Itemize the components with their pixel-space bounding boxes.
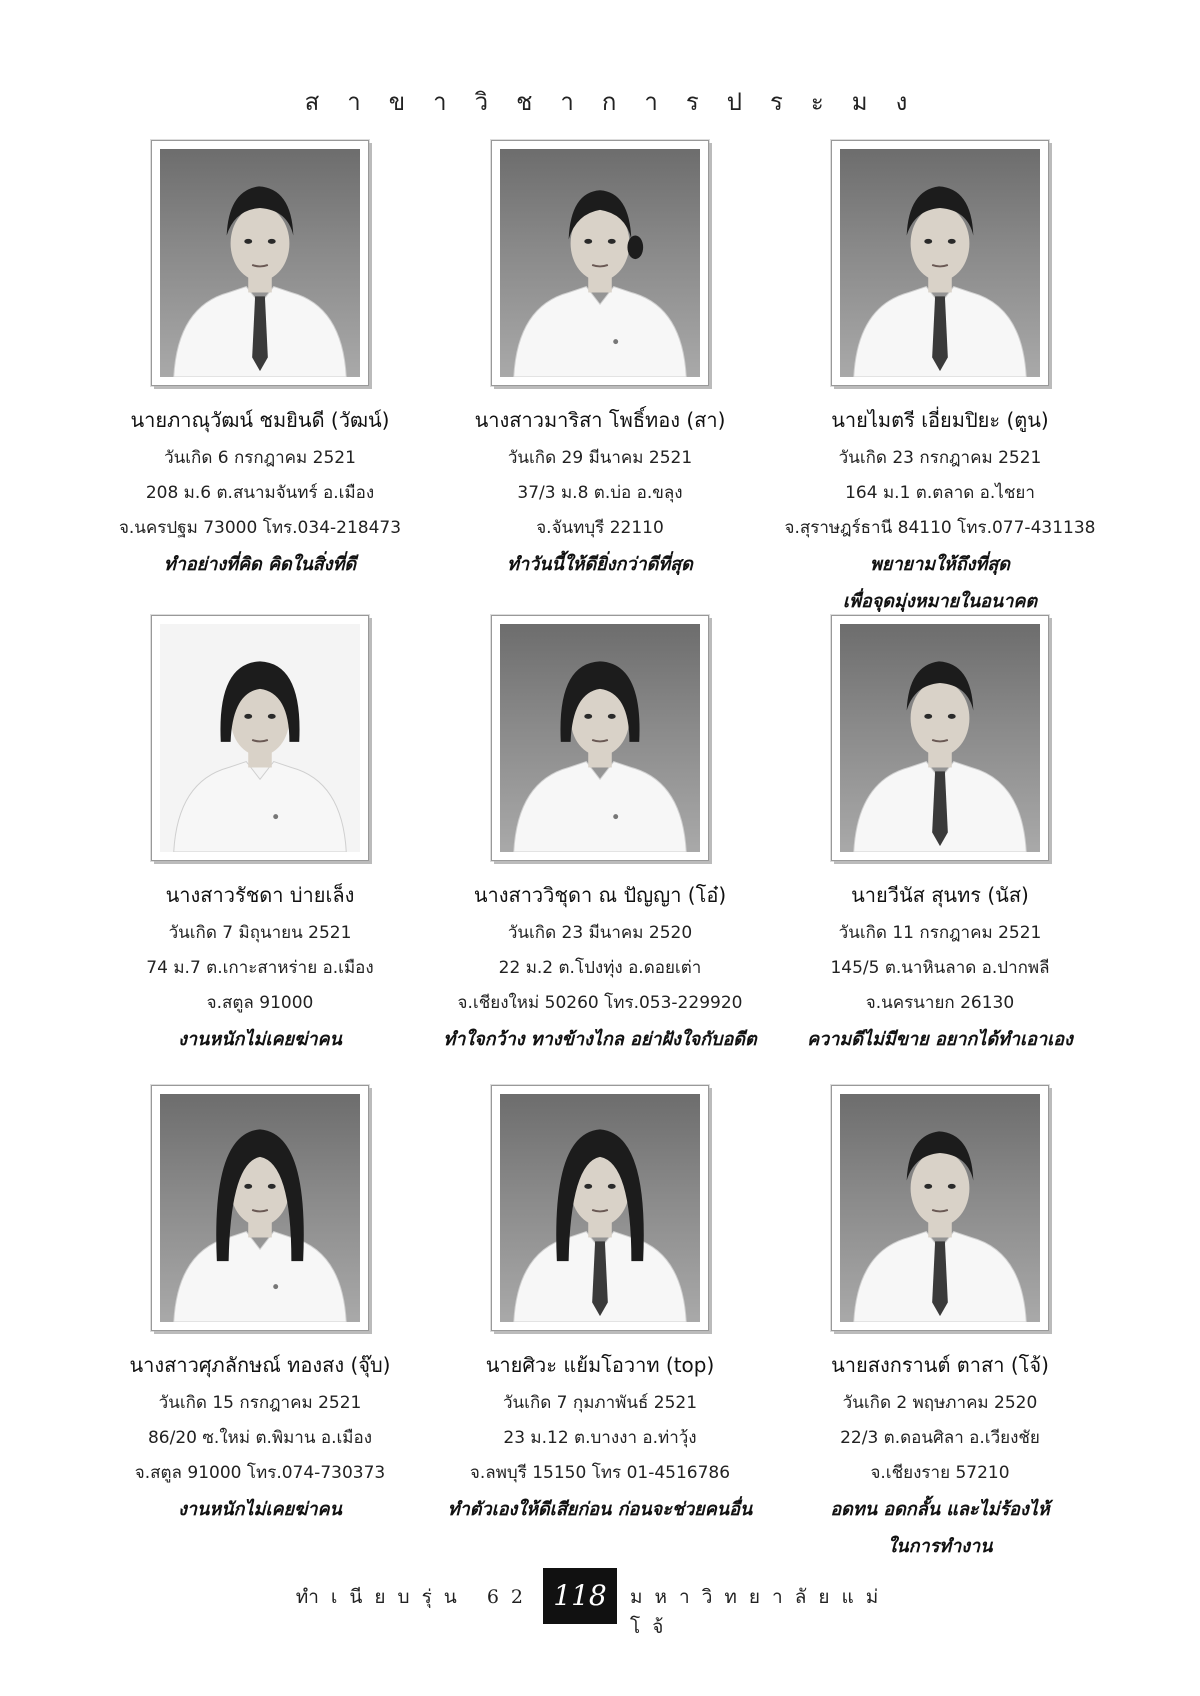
portrait-photo <box>491 615 709 861</box>
grid-row <box>90 615 1110 1095</box>
motto-line-1: ทำวันนี้ให้ดียิ่งกว่าดีที่สุด <box>507 554 693 575</box>
student-name: นายวีนัส สุนทร (นัส) <box>851 883 1029 907</box>
footer-yearbook-label: ทำเนียบรุ่น 62 <box>295 1586 535 1608</box>
student-card <box>90 615 430 1053</box>
student-name: นางสาวศุภลักษณ์ ทองสง (จุ๊บ) <box>129 1353 391 1377</box>
motto-line-1: งานหนักไม่เคยฆ่าคน <box>178 1029 342 1050</box>
birth-date: วันเกิด 2 พฤษภาคม 2520 <box>842 1393 1038 1413</box>
student-name: นางสาวรัชดา บ่ายเล็ง <box>165 883 355 907</box>
portrait-image <box>500 149 700 377</box>
address-line-2: จ.สตูล 91000 <box>206 993 314 1013</box>
portrait-image <box>840 624 1040 852</box>
student-card <box>770 1085 1110 1560</box>
section-title: สาขาวิชาการประมง <box>304 88 936 116</box>
birth-date: วันเกิด 6 กรกฎาคม 2521 <box>164 448 356 468</box>
portrait-photo <box>491 140 709 386</box>
grid-row <box>90 1085 1110 1565</box>
student-name: นางสาววิชุดา ณ ปัญญา (โอ๋) <box>473 883 727 907</box>
portrait-image <box>500 1094 700 1322</box>
motto-line-1: ทำใจกว้าง ทางข้างไกล อย่าฝังใจกับอดีต <box>443 1029 757 1050</box>
student-card <box>430 615 770 1053</box>
student-card <box>90 1085 430 1523</box>
portrait-image <box>160 1094 360 1322</box>
birth-date: วันเกิด 29 มีนาคม 2521 <box>507 448 693 468</box>
address-line-2: จ.ลพบุรี 15150 โทร 01-4516786 <box>469 1463 731 1483</box>
address-line-2: จ.เชียงใหม่ 50260 โทร.053-229920 <box>457 993 743 1013</box>
address-line-1: 86/20 ซ.ใหม่ ต.พิมาน อ.เมือง <box>147 1428 373 1448</box>
address-line-2: จ.สุราษฎร์ธานี 84110 โทร.077-431138 <box>784 518 1096 538</box>
student-name: นายศิวะ แย้มโอวาท (top) <box>485 1353 715 1377</box>
birth-date: วันเกิด 7 กุมภาพันธ์ 2521 <box>502 1393 698 1413</box>
student-card <box>430 1085 770 1523</box>
student-name: นายภาณุวัฒน์ ชมยินดี (วัฒน์) <box>130 408 390 432</box>
motto-line-1: ทำอย่างที่คิด คิดในสิ่งที่ดี <box>163 554 357 575</box>
motto-line-1: ทำตัวเองให้ดีเสียก่อน ก่อนจะช่วยคนอื่น <box>447 1499 753 1520</box>
student-card <box>770 615 1110 1053</box>
birth-date: วันเกิด 11 กรกฎาคม 2521 <box>838 923 1042 943</box>
grid-row <box>90 140 1110 620</box>
student-name: นายสงกรานต์ ตาสา (โจ้) <box>831 1353 1049 1377</box>
portrait-photo <box>151 140 369 386</box>
portrait-photo <box>831 615 1049 861</box>
portrait-image <box>160 624 360 852</box>
page-number: 118 <box>543 1568 617 1624</box>
birth-date: วันเกิด 23 กรกฎาคม 2521 <box>838 448 1042 468</box>
portrait-image <box>840 1094 1040 1322</box>
student-name: นายไมตรี เอี่ยมปิยะ (ตูน) <box>831 408 1049 432</box>
address-line-1: 145/5 ต.นาหินลาด อ.ปากพลี <box>830 958 1050 978</box>
motto-line-1: พยายามให้ถึงที่สุด <box>870 554 1010 575</box>
address-line-2: จ.จันทบุรี 22110 <box>536 518 664 538</box>
address-line-1: 23 ม.12 ต.บางงา อ.ท่าวุ้ง <box>503 1428 697 1448</box>
portrait-photo <box>831 1085 1049 1331</box>
student-name: นางสาวมาริสา โพธิ์ทอง (สา) <box>474 408 726 432</box>
address-line-1: 74 ม.7 ต.เกาะสาหร่าย อ.เมือง <box>146 958 374 978</box>
student-card <box>770 140 1110 615</box>
address-line-2: จ.เชียงราย 57210 <box>870 1463 1010 1483</box>
motto-line-1: ความดีไม่มีขาย อยากได้ทำเอาเอง <box>807 1029 1073 1050</box>
address-line-1: 37/3 ม.8 ต.บ่อ อ.ขลุง <box>517 483 683 503</box>
student-card <box>430 140 770 578</box>
portrait-photo <box>151 615 369 861</box>
address-line-1: 22 ม.2 ต.โปงทุ่ง อ.ดอยเต่า <box>498 958 702 978</box>
motto-line-2: ในการทำงาน <box>887 1536 993 1557</box>
portrait-image <box>840 149 1040 377</box>
portrait-photo <box>831 140 1049 386</box>
portrait-photo <box>151 1085 369 1331</box>
portrait-image <box>160 149 360 377</box>
address-line-1: 164 ม.1 ต.ตลาด อ.ไชยา <box>845 483 1035 503</box>
footer-university-label: มหาวิทยาลัยแม่โจ้ <box>630 1586 891 1638</box>
motto-line-2: เพื่อจุดมุ่งหมายในอนาคต <box>842 591 1038 612</box>
portrait-image <box>500 624 700 852</box>
motto-line-1: งานหนักไม่เคยฆ่าคน <box>178 1499 342 1520</box>
address-line-1: 22/3 ต.ดอนศิลา อ.เวียงชัย <box>840 1428 1040 1448</box>
address-line-2: จ.สตูล 91000 โทร.074-730373 <box>134 1463 386 1483</box>
address-line-2: จ.นครนายก 26130 <box>865 993 1015 1013</box>
birth-date: วันเกิด 7 มิถุนายน 2521 <box>168 923 352 943</box>
birth-date: วันเกิด 15 กรกฎาคม 2521 <box>158 1393 362 1413</box>
portrait-photo <box>491 1085 709 1331</box>
address-line-1: 208 ม.6 ต.สนามจันทร์ อ.เมือง <box>145 483 375 503</box>
address-line-2: จ.นครปฐม 73000 โทร.034-218473 <box>118 518 402 538</box>
page-footer <box>0 1568 1200 1638</box>
student-card <box>90 140 430 578</box>
motto-line-1: อดทน อดกลั้น และไม่ร้องไห้ <box>830 1499 1050 1520</box>
birth-date: วันเกิด 23 มีนาคม 2520 <box>507 923 693 943</box>
